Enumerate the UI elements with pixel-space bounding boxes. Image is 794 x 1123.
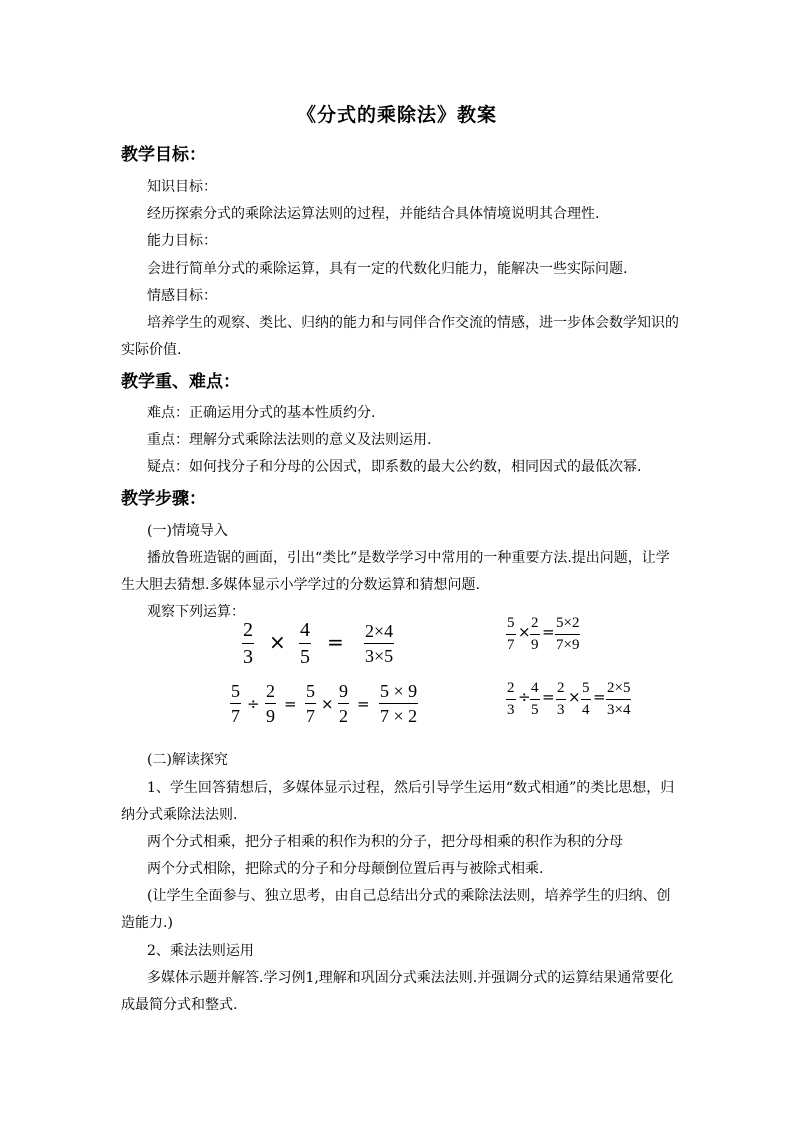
intro-title: (一)情境导入 [147, 523, 228, 539]
apply-text-a: 多媒体示题并解答.学习例1,理解和巩固分式乘法法则.并强调分式的运算结果通常要化 [147, 970, 674, 986]
fraction: 5 7 [231, 681, 240, 726]
equals-sign: = [327, 630, 344, 654]
difficulty-text: 难点：正确运用分式的基本性质约分. [147, 405, 376, 421]
note-text-b: 造能力.) [121, 915, 173, 931]
divide-sign: ÷ [247, 695, 260, 713]
intro-text-2: 生大胆去猜想.多媒体显示小学学过的分数运算和猜想问题. [121, 577, 480, 593]
equals-sign: = [357, 695, 370, 713]
fraction: 4 5 [531, 680, 539, 718]
fraction: 5 7 [507, 615, 515, 653]
explore-text-1b: 纳分式乘除法法则. [121, 807, 238, 823]
fraction: 2×5 3×4 [607, 680, 631, 718]
times-sign: × [269, 630, 286, 654]
apply-title: 2、乘法法则运用 [147, 943, 254, 959]
heading-goals: 教学目标： [121, 145, 206, 165]
page-title: 《分式的乘除法》教案 [296, 104, 497, 126]
equals-sign: = [542, 623, 555, 641]
intro-text-1: 播放鲁班造锯的画面，引出“类比”是数学学习中常用的一种重要方法.提出问题，让学 [147, 550, 670, 566]
fraction: 2 3 [507, 680, 515, 718]
fraction: 2×4 3×5 [365, 621, 394, 666]
times-sign: × [568, 688, 581, 706]
fraction: 2 3 [243, 619, 253, 668]
heading-steps: 教学步骤： [121, 489, 206, 509]
explore-title: (二)解读探究 [147, 752, 228, 768]
rule-multiply: 两个分式相乘，把分子相乘的积作为积的分子，把分母相乘的积作为积的分母 [147, 834, 623, 850]
ability-label: 能力目标： [147, 233, 217, 249]
times-sign: × [518, 623, 531, 641]
fraction: 2 3 [557, 680, 565, 718]
apply-text-b: 成最简分式和整式. [121, 997, 238, 1013]
fraction: 4 5 [300, 619, 310, 668]
rule-divide: 两个分式相除，把除式的分子和分母颠倒位置后再与被除式相乘. [147, 861, 544, 877]
equals-sign: = [284, 695, 297, 713]
explore-text-1a: 1、学生回答猜想后，多媒体显示过程，然后引导学生运用“数式相通”的类比思想，归 [147, 780, 675, 796]
fraction: 5 4 [582, 680, 590, 718]
doubt-text: 疑点：如何找分子和分母的公因式，即系数的最大公约数，相同因式的最低次幂. [147, 459, 642, 475]
times-sign: × [321, 695, 334, 713]
equals-sign: = [593, 688, 606, 706]
emotion-text-2: 实际价值. [121, 342, 182, 358]
divide-sign: ÷ [518, 688, 531, 706]
fraction: 2 9 [266, 681, 275, 726]
focus-text: 重点：理解分式乘除法法则的意义及法则运用. [147, 432, 432, 448]
knowledge-text: 经历探索分式的乘除法运算法则的过程，并能结合具体情境说明其合理性. [147, 206, 600, 222]
note-text-a: (让学生全面参与、独立思考，由自己总结出分式的乘除法法则，培养学生的归纳、创 [147, 888, 671, 904]
fraction: 5 7 [306, 681, 315, 726]
knowledge-label: 知识目标： [147, 179, 217, 195]
observe-label: 观察下列运算： [147, 604, 245, 620]
fraction: 5×2 7×9 [556, 615, 580, 653]
fraction: 5 × 9 7 × 2 [380, 681, 418, 726]
fraction: 9 2 [339, 681, 348, 726]
emotion-label: 情感目标： [147, 288, 217, 304]
equals-sign: = [542, 688, 555, 706]
heading-key-points: 教学重、难点： [121, 372, 240, 392]
fraction: 2 9 [531, 615, 539, 653]
emotion-text-1: 培养学生的观察、类比、归纳的能力和与同伴合作交流的情感，进一步体会数学知识的 [147, 315, 679, 331]
ability-text: 会进行简单分式的乘除运算，具有一定的代数化归能力，能解决一些实际问题. [147, 261, 628, 277]
